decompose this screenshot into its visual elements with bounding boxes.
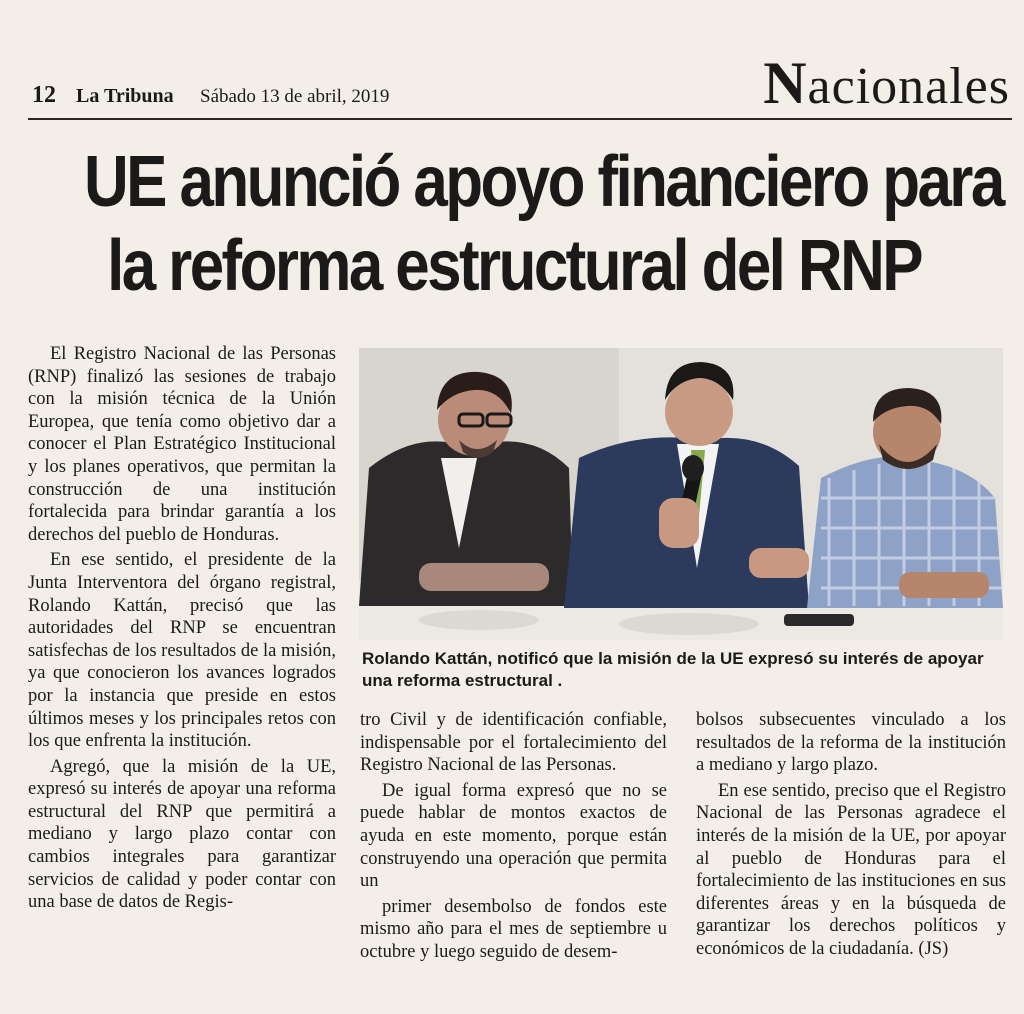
- page-number: 12: [32, 82, 56, 108]
- photo-illustration: [359, 348, 1003, 640]
- photo-caption: Rolando Kattán, notificó que la misión de la UE expresó su interés de apoyar una reforma estructural .: [362, 649, 984, 690]
- article-paragraph: bolsos subsecuentes vinculado a los resultados de la reforma de la institución a mediano y largo plazo.: [696, 710, 1006, 776]
- section-title-initial: N: [763, 50, 808, 116]
- article-paragraph: primer desembolso de fondos este mismo año para el mes de septiembre u octubre y luego seguido de desem-: [360, 896, 667, 962]
- article-paragraph: En ese sentido, preciso que el Registro Nacional de las Personas agradece el interés de la misión de la UE, por apoyar al pueblo de Honduras para el fortalecimiento de las instituciones en sus diferentes áreas y en la búsqueda de garantizar los derechos políticos y económicos de la ciudadanía. (JS): [696, 780, 1006, 959]
- article-column-1: [28, 343, 336, 917]
- headline-line-2: la reforma estructural del RNP: [107, 226, 921, 306]
- article-paragraph: tro Civil y de identificación confiable, indispensable por el fortalecimiento del Registro Nacional de las Personas.: [360, 710, 667, 776]
- header-rule: [28, 118, 1012, 120]
- headline: [84, 140, 1003, 308]
- article-paragraph: En ese sentido, el presidente de la Junta Interventora del órgano registral, Rolando Kattán, precisó que las autoridades del RNP se encuentran satisfechas de los resultados de la misión, ya que conocieron los avances logrados por la instancia que preside en estos últimos meses y los principales retos con los que enfrenta la institución.: [28, 550, 336, 752]
- newspaper-name: La Tribuna: [76, 85, 174, 107]
- article-column-2: [360, 709, 667, 967]
- article-paragraph: El Registro Nacional de las Personas (RNP) finalizó las sesiones de trabajo con la misión técnica de la Unión Europea, que tenía como objetivo dar a conocer el Plan Estratégico Institucional y los planes operativos, que permitan la construcción de una institución fortalecida para brindar garantía a los derechos del pueblo de Honduras.: [28, 344, 336, 545]
- article-paragraph: De igual forma expresó que no se puede hablar de montos exactos de ayuda en este momento, porque están construyendo una operación que permita un: [360, 780, 667, 892]
- section-title-rest: acionales: [807, 58, 1010, 115]
- page-header: [28, 52, 1012, 124]
- article-paragraph: Agregó, que la misión de la UE, expresó su interés de apoyar una reforma estructural del RNP que permitirá a mediano y largo plazo contar con cambios integrales para garantizar servicios de calidad y poder contar con una base de datos de Regis-: [28, 756, 336, 913]
- issue-date: Sábado 13 de abril, 2019: [200, 86, 390, 107]
- section-title: [763, 52, 1010, 118]
- headline-line-1: UE anunció apoyo financiero para: [84, 142, 1003, 222]
- article-column-3: [696, 709, 1006, 964]
- news-photo: [359, 348, 1003, 640]
